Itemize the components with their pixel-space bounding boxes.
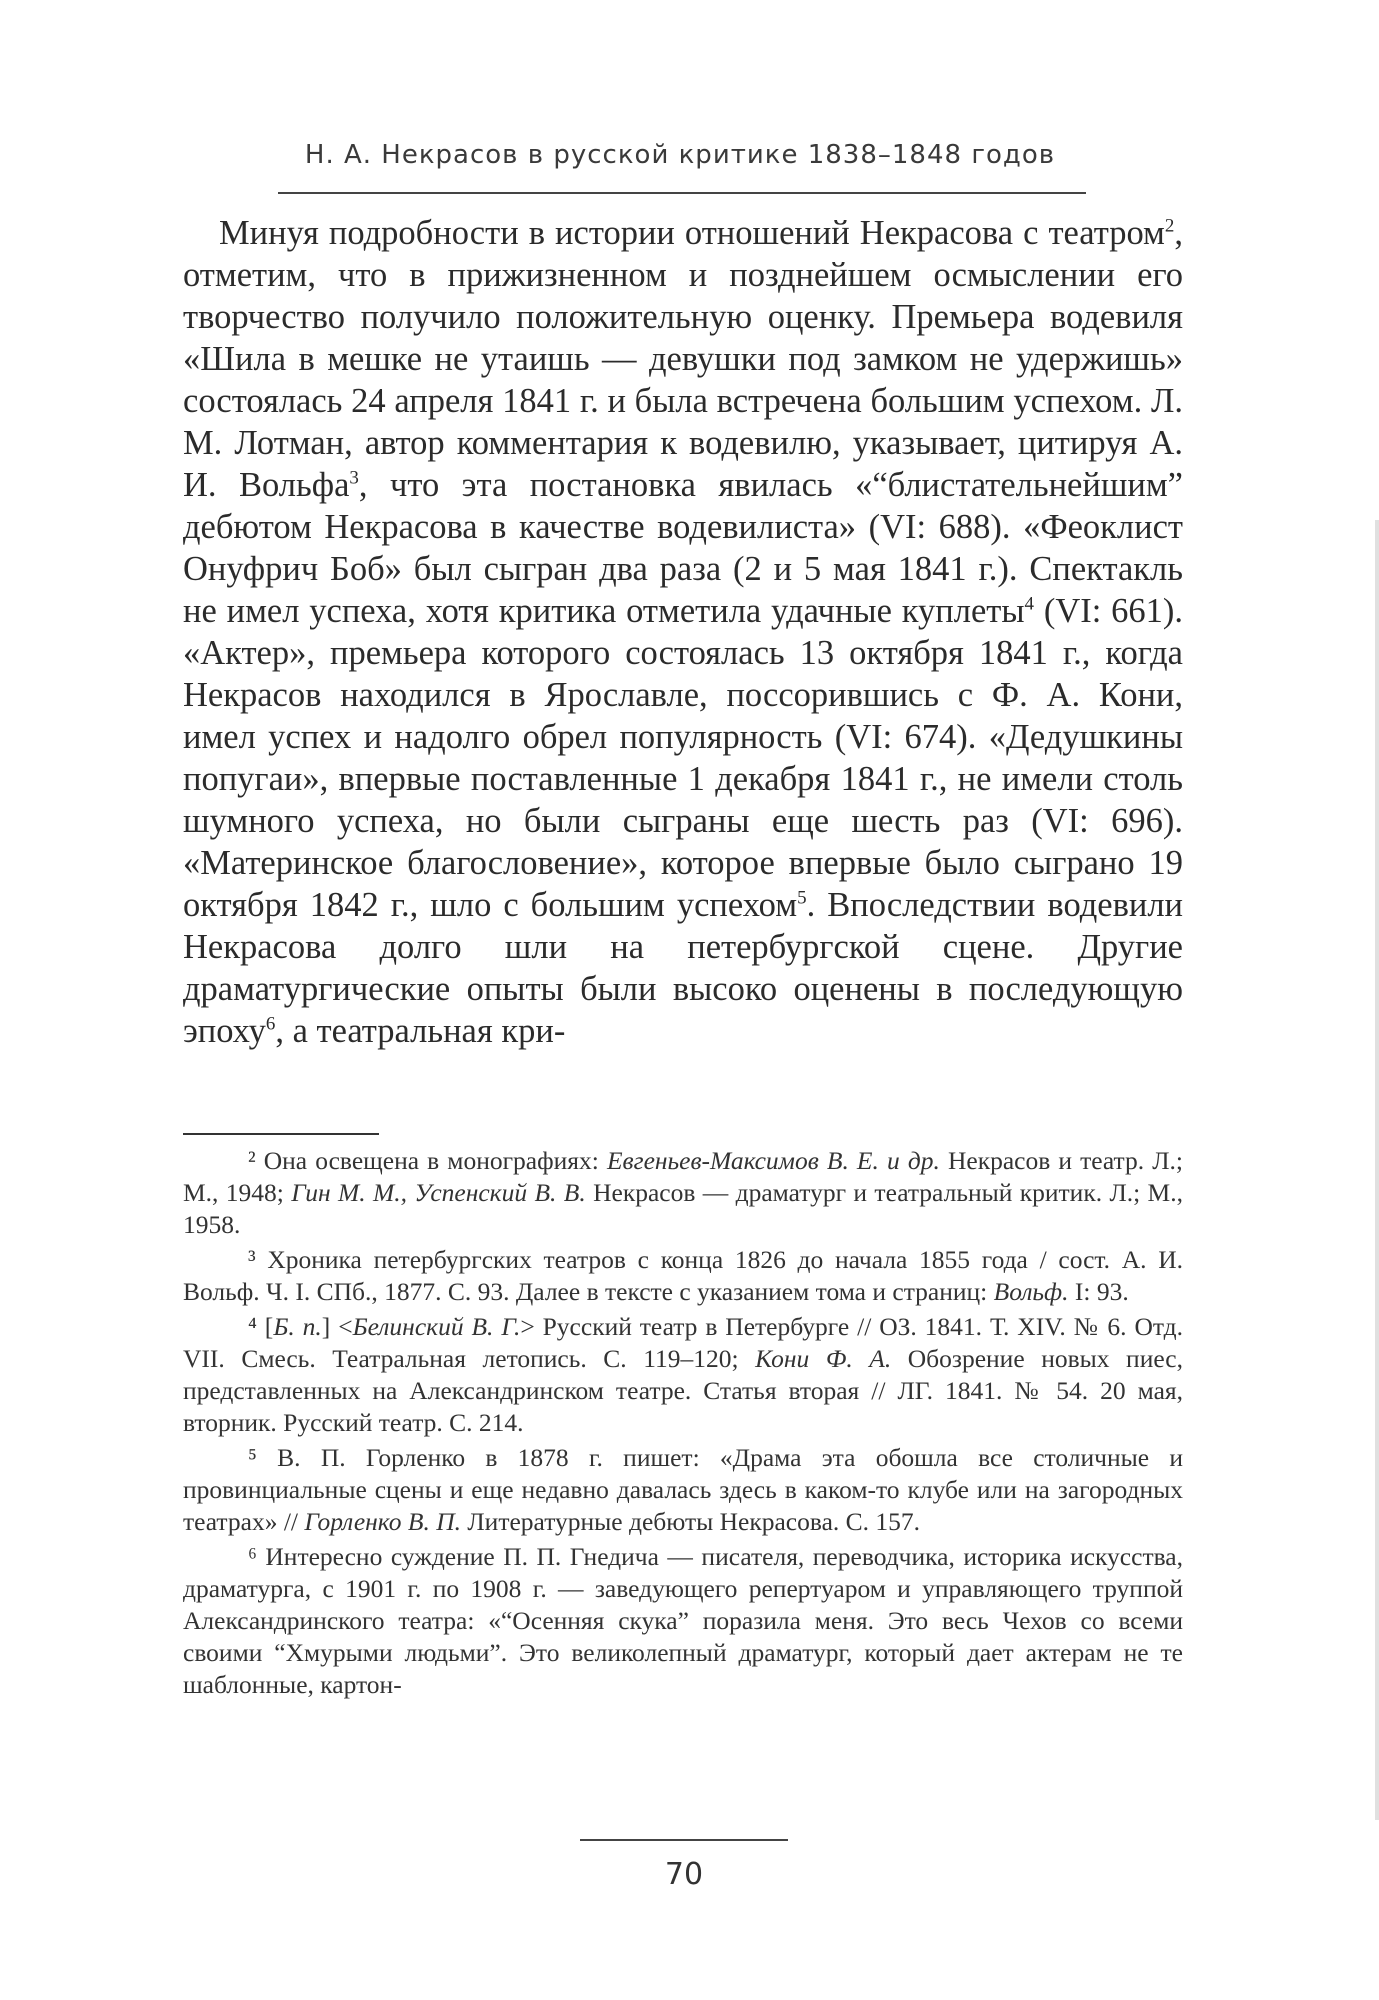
text-run: ⁶ Интересно суждение П. П. Гнедича — писателя, переводчика, историка искусства, драматурга, с 1901 г. по 1908 г. — заведующего репертуаром и управляющего труппой Александринского театра: «“Осенняя скука” поразила меня. Это весь Чехов со всеми своими “Хмурыми людьми”. Это великолепный драматург, который дает актерам не те шаблонные, картон- [183,1542,1183,1699]
text-run: , что эта постановка явилась «“блистательнейшим” дебютом Некрасова в качестве водевилиста» (VI: 688). «Феоклист Онуфрич Боб» был сыгран два раза (2 и 5 мая 1841 г.). Спектакль не имел успеха, хотя критика отметила удачные куплеты [183,466,1183,630]
footnote-ref: 3 [349,467,359,489]
footnote-5 [183,1442,1183,1538]
footnote-ref: 5 [797,887,807,909]
text-run: . Впоследствии водевили Некрасова долго шли на петербургской сцене. Другие драматургические опыты были высоко оценены в последующую эпоху [183,886,1183,1050]
footnote-4 [183,1311,1183,1439]
footnote-2 [183,1145,1183,1241]
running-head: Н. А. Некрасов в русской критике 1838–1848 годов [304,140,1056,170]
text-run: Некрасов и театр. Л.; М., 1948; [183,1146,1183,1207]
italic-run: Гин М. М., Успенский В. В. [291,1178,586,1207]
text-run: Литературные дебюты Некрасова. С. 157. [461,1507,921,1536]
text-run: (VI: 661). «Актер», премьера которого состоялась 13 октября 1841 г., когда Некрасов находился в Ярославле, поссорившись с Ф. А. Кони, имел успех и надолго обрел популярность (VI: 674). «Дедушкины попугаи», впервые поставленные 1 декабря 1841 г., не имели столь шумного успеха, но были сыграны еще шесть раз (VI: 696). «Материнское благословение», которое впервые было сыграно 19 октября 1842 г., шло с большим успехом [183,592,1183,924]
footnotes [183,1145,1183,1704]
page-number: 70 [664,1857,704,1892]
text-run: , а театральная кри- [275,1012,566,1050]
footnote-ref: 4 [1024,593,1034,615]
text-run: , отметим, что в прижизненном и позднейшем осмыслении его творчество получило положительную оценку. Премьера водевиля «Шила в мешке не утаишь — девушки под замком не удержишь» состоялась 24 апреля 1841 г. и была встречена большим успехом. Л. М. Лотман, автор комментария к водевилю, указывает, цитируя А. И. Вольфа [183,214,1183,504]
text-run: ⁴ [ [248,1312,274,1341]
header-rule [278,192,1086,194]
italic-run: Б. п. [273,1312,322,1341]
text-run: ] < [321,1312,353,1341]
scan-edge [1375,520,1379,1820]
italic-run: Вольф. [993,1277,1069,1306]
italic-run: Евгеньев-Максимов В. Е. и др. [606,1146,940,1175]
footnote-3 [183,1244,1183,1308]
text-run: I: 93. [1068,1277,1129,1306]
text-run: ² Она освещена в монографиях: [248,1146,607,1175]
italic-run: Белинский В. Г. [352,1312,521,1341]
italic-run: Кони Ф. А. [755,1344,892,1373]
text-run: Минуя подробности в истории отношений Некрасова с театром [219,214,1165,252]
text-run: Некрасов — драматург и театральный критик. Л.; М., 1958. [183,1178,1183,1239]
footnote-separator [183,1133,379,1135]
text-run: ³ Хроника петербургских театров с конца 1826 до начала 1855 года / сост. А. И. Вольф. Ч. I. СПб., 1877. С. 93. Далее в тексте с указанием тома и страниц: [183,1245,1183,1306]
text-run: Обозрение новых пиес, представленных на Александринском театре. Статья вторая // ЛГ. 1841. № 54. 20 мая, вторник. Русский театр. С. 214. [183,1344,1183,1437]
text-run: > Русский театр в Петербурге // ОЗ. 1841. Т. XIV. № 6. Отд. VII. Смесь. Театральная летопись. С. 119–120; [183,1312,1184,1373]
footnote-ref: 2 [1164,215,1175,237]
footnote-6 [183,1541,1183,1701]
main-text [183,212,1183,1052]
body-paragraph [183,212,1183,1052]
footer-rule [580,1839,788,1841]
italic-run: Горленко В. П. [304,1507,462,1536]
footnote-ref: 6 [265,1013,276,1035]
text-run: ⁵ В. П. Горленко в 1878 г. пишет: «Драма эта обошла все столичные и провинциальные сцены и еще недавно давалась здесь в каком-то клубе или на загородных театрах» // [183,1443,1183,1536]
